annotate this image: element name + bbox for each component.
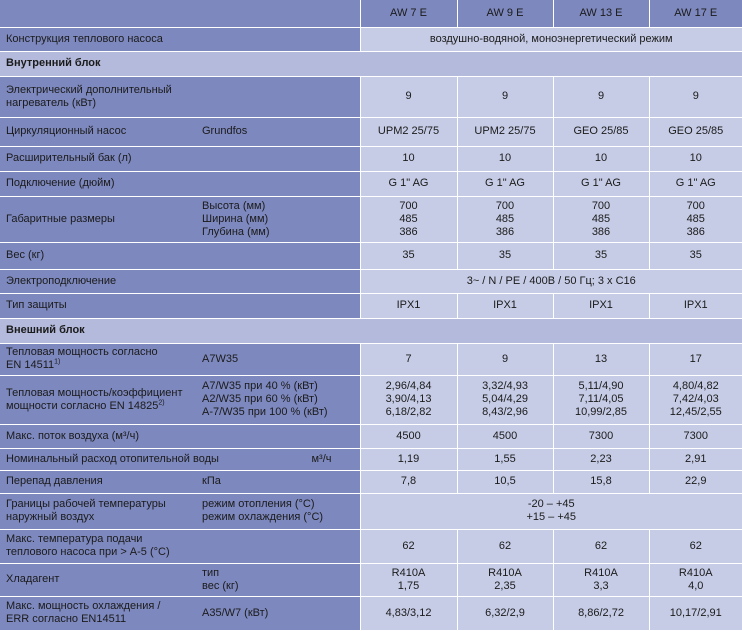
cell-value: 2,23 xyxy=(553,448,649,470)
row-protection xyxy=(0,293,742,318)
cell-value: 35 xyxy=(649,242,742,269)
cell-value: 4500 xyxy=(360,424,457,448)
row-sublabel: A7/W35 при 40 % (кВт) A2/W35 при 60 % (кВт) A-7/W35 при 100 % (кВт) xyxy=(200,375,360,424)
cell-value: IPX1 xyxy=(553,293,649,318)
row-label: Электрический дополнительный нагреватель (кВт) xyxy=(0,76,360,117)
row-connection xyxy=(0,171,742,196)
merged-value: 3~ / N / PE / 400В / 50 Гц; 3 x C16 xyxy=(360,269,742,293)
row-power xyxy=(0,269,742,293)
cell-value: 7,8 xyxy=(360,470,457,493)
cell-value: 13 xyxy=(553,343,649,375)
cell-value: 700 485 386 xyxy=(553,196,649,242)
cell-value: 9 xyxy=(457,343,553,375)
cell-value: 62 xyxy=(360,529,457,563)
row-label: Электроподключение xyxy=(0,269,360,293)
cell-value: 9 xyxy=(360,76,457,117)
cell-value: UPM2 25/75 xyxy=(360,117,457,146)
row-sublabel: A35/W7 (кВт) xyxy=(200,596,360,630)
cell-value: GEO 25/85 xyxy=(553,117,649,146)
cell-value: 4,80/4,82 7,42/4,03 12,45/2,55 xyxy=(649,375,742,424)
row-label: Расширительный бак (л) xyxy=(0,146,360,171)
cell-value: IPX1 xyxy=(457,293,553,318)
row-sublabel: тип вес (кг) xyxy=(200,563,360,596)
row-label: Габаритные размеры xyxy=(0,196,200,242)
cell-value: 700 485 386 xyxy=(457,196,553,242)
row-sublabel: Высота (мм) Ширина (мм) Глубина (мм) xyxy=(200,196,360,242)
row-label: Вес (кг) xyxy=(0,242,360,269)
row-heater xyxy=(0,76,742,117)
row-label: Тип защиты xyxy=(0,293,360,318)
cell-value: 700 485 386 xyxy=(649,196,742,242)
section-title: Внешний блок xyxy=(0,318,742,343)
row-unit: м³/ч xyxy=(311,452,332,465)
cell-value: 9 xyxy=(649,76,742,117)
cell-value: 10,17/2,91 xyxy=(649,596,742,630)
header-row xyxy=(0,0,742,27)
row-airflow xyxy=(0,424,742,448)
row-cop xyxy=(0,375,742,424)
section-indoor xyxy=(0,51,742,76)
merged-value: воздушно-водяной, моноэнергетический режим xyxy=(360,27,742,51)
cell-value: 10 xyxy=(649,146,742,171)
cell-value: G 1" AG xyxy=(553,171,649,196)
cell-value: R410A 2,35 xyxy=(457,563,553,596)
cell-value: 35 xyxy=(360,242,457,269)
cell-value: 10,5 xyxy=(457,470,553,493)
row-limits xyxy=(0,493,742,529)
cell-value: 1,19 xyxy=(360,448,457,470)
cell-value: 7300 xyxy=(649,424,742,448)
row-label: Подключение (дюйм) xyxy=(0,171,360,196)
footnote-ref: 2) xyxy=(158,398,165,406)
model-header: AW 7 E xyxy=(360,0,457,27)
cell-value: 5,11/4,90 7,11/4,05 10,99/2,85 xyxy=(553,375,649,424)
row-label: Циркуляционный насос xyxy=(0,117,200,146)
cell-value: 9 xyxy=(553,76,649,117)
cell-value: GEO 25/85 xyxy=(649,117,742,146)
cell-value: G 1" AG xyxy=(360,171,457,196)
row-tank xyxy=(0,146,742,171)
row-label: Макс. поток воздуха (м³/ч) xyxy=(0,424,360,448)
row-weight xyxy=(0,242,742,269)
cell-value: 2,91 xyxy=(649,448,742,470)
model-header: AW 13 E xyxy=(553,0,649,27)
cell-value: R410A 1,75 xyxy=(360,563,457,596)
cell-value: 10 xyxy=(457,146,553,171)
cell-value: 6,32/2,9 xyxy=(457,596,553,630)
cell-value: 4,83/3,12 xyxy=(360,596,457,630)
section-title: Внутренний блок xyxy=(0,51,742,76)
row-label: Тепловая мощность/коэффициент мощности согласно EN 14825$^{2)}$ xyxy=(0,375,200,424)
cell-value: 2,96/4,84 3,90/4,13 6,18/2,82 xyxy=(360,375,457,424)
row-dimensions xyxy=(0,196,742,242)
row-label: Макс. температура подачи теплового насоса при > A-5 (°C) xyxy=(0,529,360,563)
section-outdoor xyxy=(0,318,742,343)
cell-value: IPX1 xyxy=(360,293,457,318)
row-cooling xyxy=(0,596,742,630)
cell-value: 9 xyxy=(457,76,553,117)
cell-value: 10 xyxy=(360,146,457,171)
cell-value: 8,86/2,72 xyxy=(553,596,649,630)
cell-value: 62 xyxy=(553,529,649,563)
row-sublabel: Grundfos xyxy=(200,117,360,146)
cell-value: 4500 xyxy=(457,424,553,448)
cell-value: 15,8 xyxy=(553,470,649,493)
cell-value: 10 xyxy=(553,146,649,171)
cell-value: 35 xyxy=(457,242,553,269)
row-sublabel: кПа xyxy=(200,470,360,493)
row-label: Номинальный расход отопительной воды м³/ч xyxy=(0,448,360,470)
cell-value: 700 485 386 xyxy=(360,196,457,242)
row-label: Перепад давления xyxy=(0,470,200,493)
merged-value: -20 – +45 +15 – +45 xyxy=(360,493,742,529)
row-flow-temp xyxy=(0,529,742,563)
row-flow xyxy=(0,448,742,470)
cell-value: R410A 4,0 xyxy=(649,563,742,596)
cell-value: 7 xyxy=(360,343,457,375)
cell-value: 7300 xyxy=(553,424,649,448)
cell-value: 35 xyxy=(553,242,649,269)
cell-value: 1,55 xyxy=(457,448,553,470)
row-sublabel: A7W35 xyxy=(200,343,360,375)
footnote-ref: 1) xyxy=(54,358,61,366)
cell-value: IPX1 xyxy=(649,293,742,318)
row-heat-output xyxy=(0,343,742,375)
cell-value: 22,9 xyxy=(649,470,742,493)
row-label: Хладагент xyxy=(0,563,200,596)
cell-value: 3,32/4,93 5,04/4,29 8,43/2,96 xyxy=(457,375,553,424)
cell-value: 62 xyxy=(457,529,553,563)
cell-value: UPM2 25/75 xyxy=(457,117,553,146)
cell-value: R410A 3,3 xyxy=(553,563,649,596)
row-label: Границы рабочей температуры наружный воздух xyxy=(0,493,200,529)
cell-value: 62 xyxy=(649,529,742,563)
row-label: Макс. мощность охлаждения / ERR согласно EN14511 xyxy=(0,596,200,630)
cell-value: 17 xyxy=(649,343,742,375)
row-pressure xyxy=(0,470,742,493)
cell-value: G 1" AG xyxy=(457,171,553,196)
model-header: AW 9 E xyxy=(457,0,553,27)
row-refrigerant xyxy=(0,563,742,596)
model-header: AW 17 E xyxy=(649,0,742,27)
row-sublabel: режим отопления (°C) режим охлаждения (°C) xyxy=(200,493,360,529)
row-label: Тепловая мощность согласно EN 14511$^{1)}$ xyxy=(0,343,200,375)
row-label: Конструкция теплового насоса xyxy=(0,27,360,51)
row-pump xyxy=(0,117,742,146)
cell-value: G 1" AG xyxy=(649,171,742,196)
row-construction xyxy=(0,27,742,51)
